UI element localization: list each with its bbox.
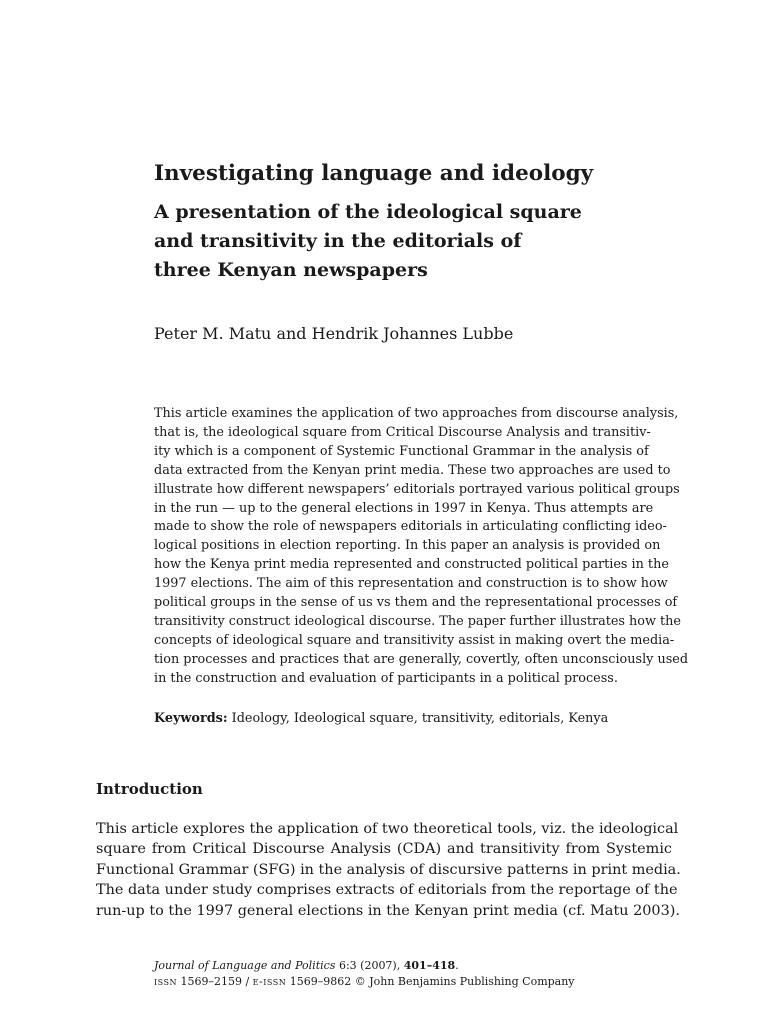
subtitle-line: and transitivity in the editorials of: [154, 230, 522, 252]
abstract-line: This article examines the application of two approaches from discourse analysis,: [154, 406, 679, 421]
abstract-line: made to show the role of newspapers editorials in articulating conflicting ideo-: [154, 519, 667, 535]
introduction-paragraph: [96, 819, 681, 921]
eissn-label: e-issn: [252, 975, 287, 988]
abstract-line: in the construction and evaluation of participants in a political process.: [154, 670, 618, 686]
citation-period: .: [455, 959, 459, 972]
section-heading-introduction: Introduction: [96, 780, 203, 798]
paragraph-line: Functional Grammar (SFG) in the analysis of discursive patterns in print media.: [96, 861, 681, 878]
abstract-line: transitivity construct ideological discourse. The paper further illustrates how the: [154, 613, 681, 629]
volume-info: 6:3 (2007),: [335, 959, 404, 972]
journal-footer: [154, 958, 714, 990]
article-subtitle: [154, 198, 714, 285]
issn-line: [154, 974, 714, 990]
journal-name: Journal of Language and Politics: [154, 959, 336, 972]
paragraph-line: This article explores the application of two theoretical tools, viz. the ideological: [96, 821, 679, 837]
abstract-line: tion processes and practices that are generally, covertly, often unconsciously used: [154, 651, 689, 667]
abstract-line: concepts of ideological square and transitivity assist in making overt the media-: [154, 632, 675, 648]
issn-label: issn: [154, 975, 177, 988]
keywords-label: Keywords:: [154, 711, 228, 726]
abstract-line: data extracted from the Kenyan print media. These two approaches are used to: [154, 462, 671, 478]
keywords: [154, 709, 714, 728]
paragraph-line: The data under study comprises extracts of editorials from the reportage of the: [96, 882, 678, 899]
abstract: [154, 405, 689, 689]
abstract-line: logical positions in election reporting. In this paper an analysis is provided on: [154, 538, 661, 554]
abstract-line: how the Kenya print media represented and constructed political parties in the: [154, 557, 669, 573]
subtitle-line: three Kenyan newspapers: [154, 259, 428, 281]
article-authors: Peter M. Matu and Hendrik Johannes Lubbe: [154, 324, 514, 343]
abstract-line: that is, the ideological square from Critical Discourse Analysis and transitiv-: [154, 424, 651, 440]
abstract-line: political groups in the sense of us vs them and the representational processes of: [154, 595, 678, 611]
abstract-line: illustrate how different newspapers’ editorials portrayed various political groups: [154, 481, 680, 497]
citation-line: [154, 958, 714, 974]
paragraph-line: run-up to the 1997 general elections in the Kenyan print media (cf. Matu 2003).: [96, 902, 680, 919]
eissn-value: 1569–9862 © John Benjamins Publishing Company: [286, 975, 575, 988]
abstract-line: 1997 elections. The aim of this representation and construction is to show how: [154, 576, 668, 592]
paragraph-line: square from Critical Discourse Analysis (CDA) and transitivity from Systemic: [96, 841, 672, 858]
page-range: 401–418: [403, 959, 456, 972]
abstract-line: ity which is a component of Systemic Functional Grammar in the analysis of: [154, 443, 649, 459]
abstract-line: in the run — up to the general elections in 1997 in Kenya. Thus attempts are: [154, 500, 654, 516]
subtitle-line: A presentation of the ideological square: [154, 201, 582, 223]
keywords-text: Ideology, Ideological square, transitivity, editorials, Kenya: [227, 711, 609, 726]
issn-value: 1569–2159 /: [176, 975, 253, 988]
article-title: Investigating language and ideology: [154, 161, 594, 186]
